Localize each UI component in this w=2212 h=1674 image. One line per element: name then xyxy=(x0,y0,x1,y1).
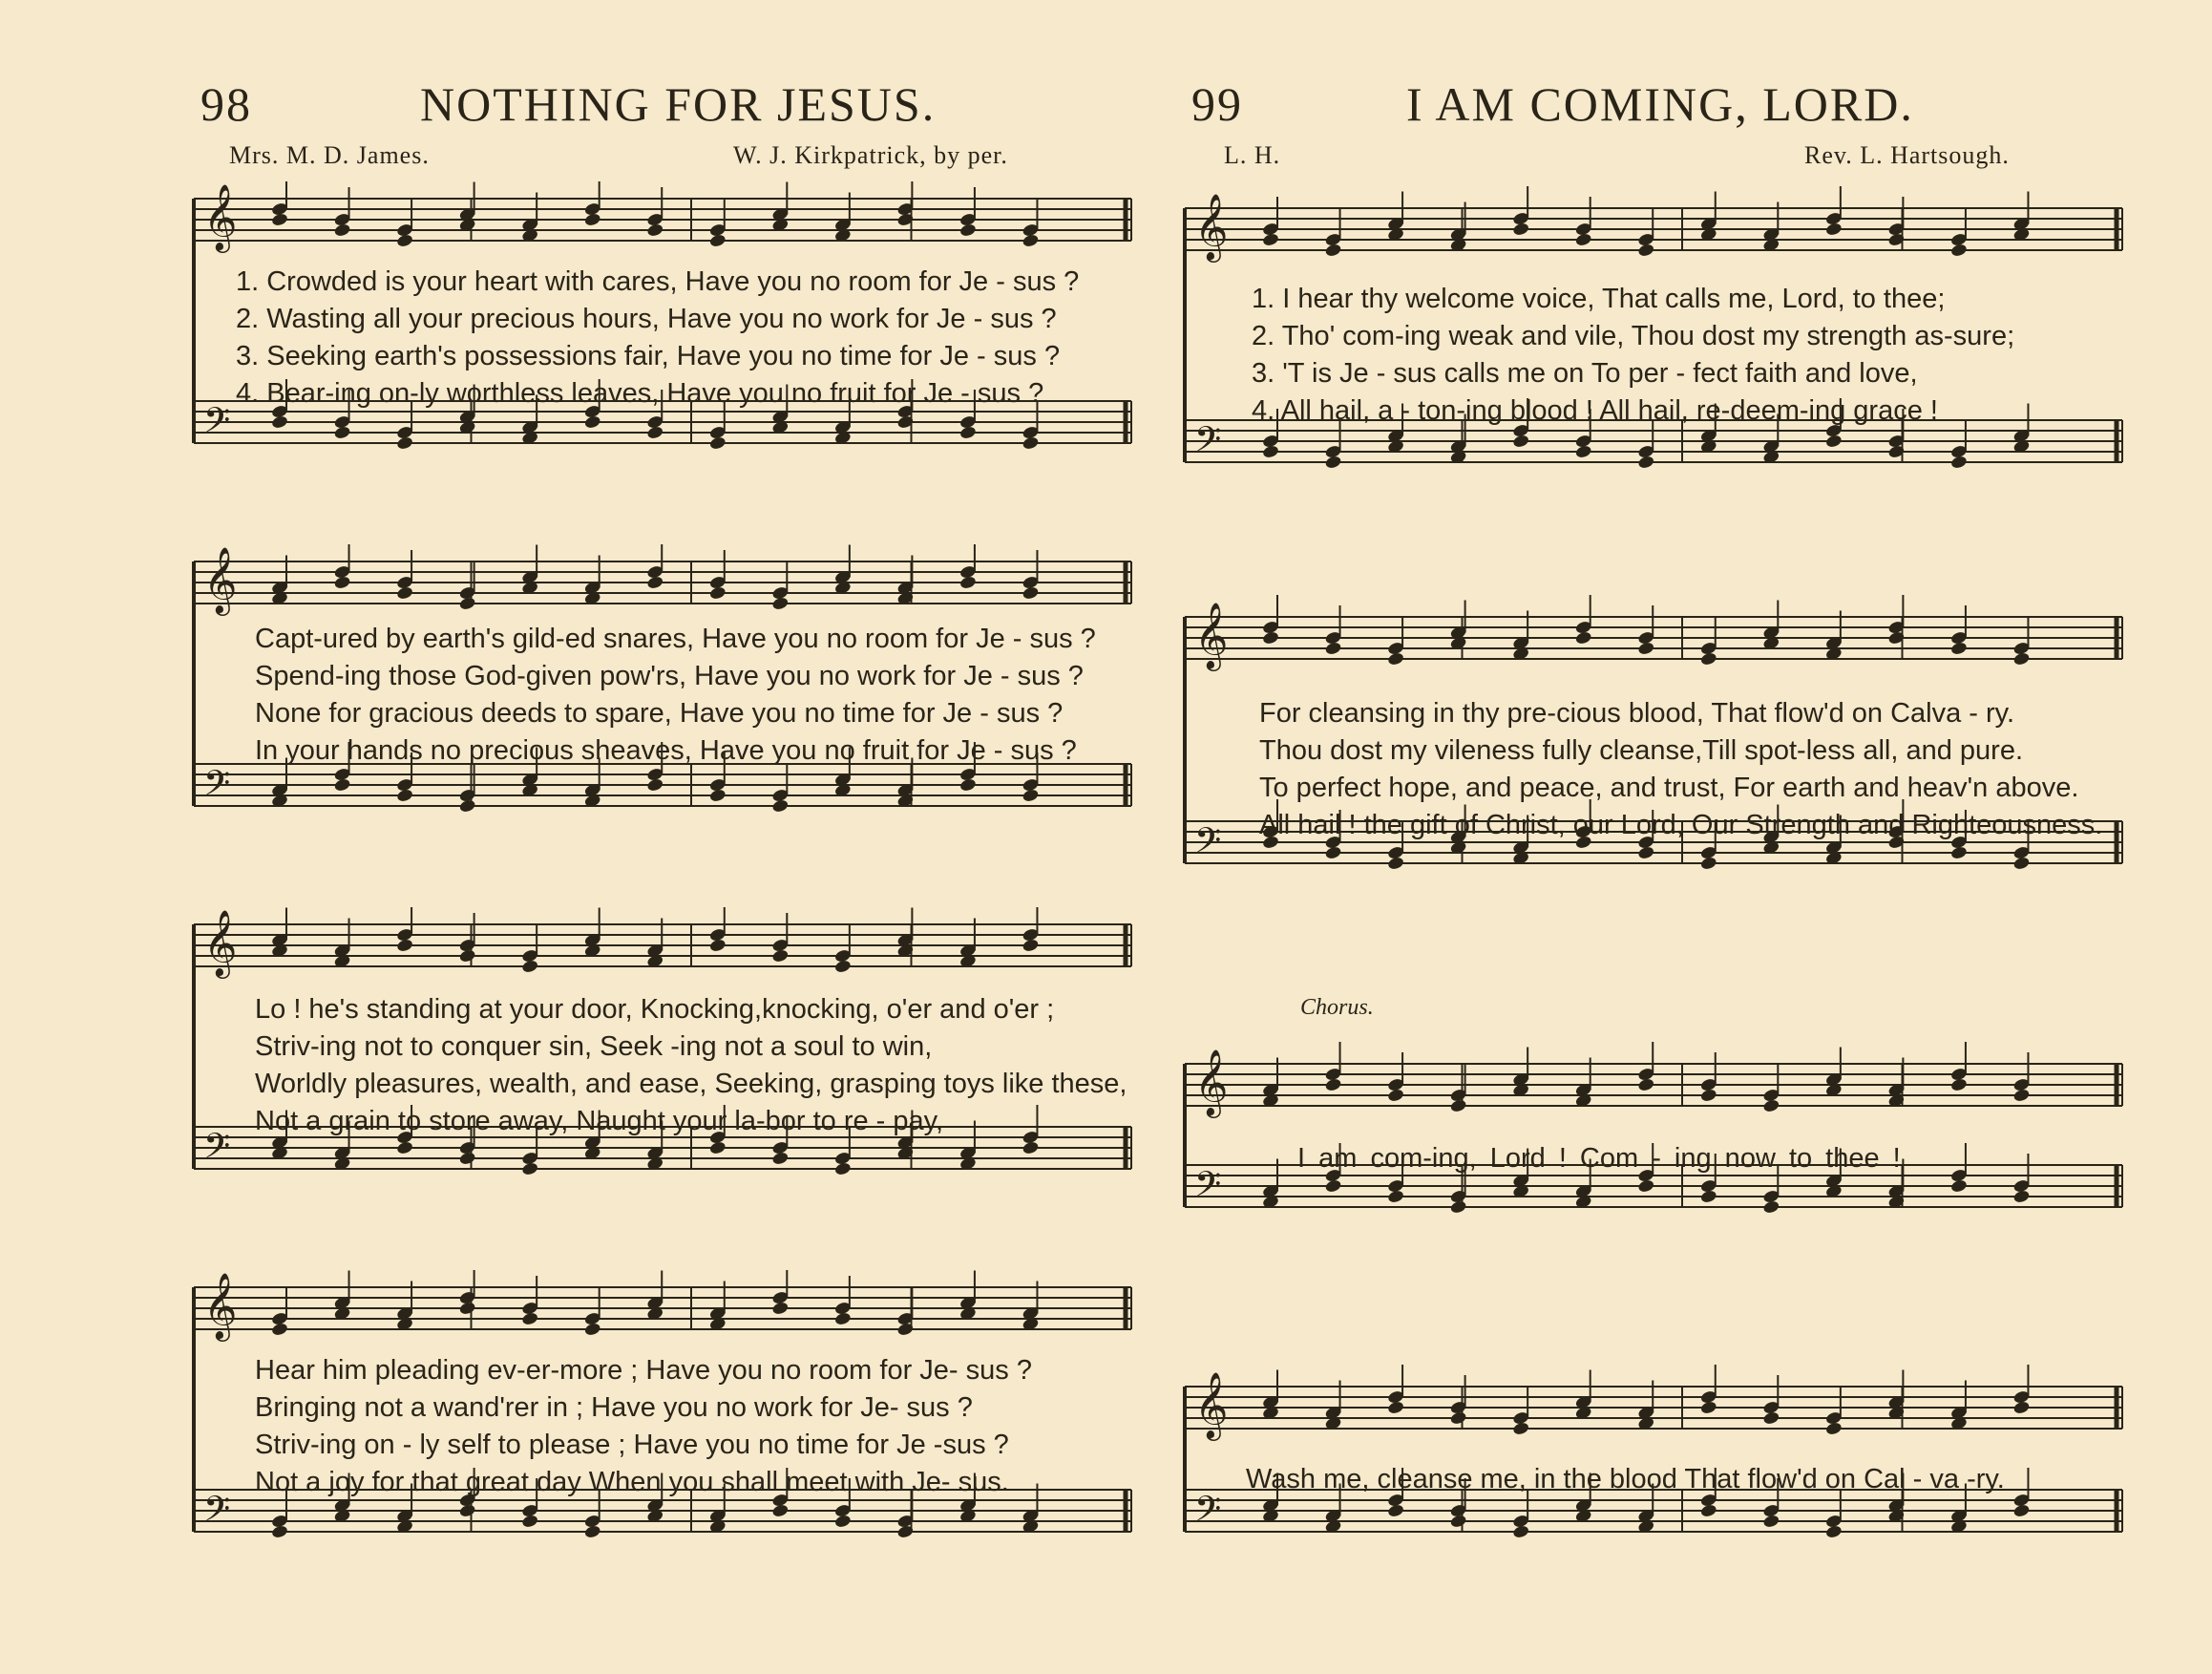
note-head xyxy=(2012,856,2031,871)
verse-line: 3. 'T is Je - sus calls me on To per - fect faith and love, xyxy=(1252,358,1918,389)
note-head xyxy=(396,585,414,601)
note-head xyxy=(1022,938,1040,953)
note-head xyxy=(583,1322,601,1337)
note-head xyxy=(771,948,790,964)
note-head xyxy=(1824,434,1843,449)
note-head xyxy=(708,1140,727,1155)
note-head xyxy=(396,788,414,803)
verse-line: Striv-ing on - ly self to please ; Have you no time for Je -sus ? xyxy=(255,1430,1009,1460)
note-head xyxy=(1449,1514,1467,1529)
note-head xyxy=(583,212,601,227)
note-head xyxy=(333,425,351,440)
bass-clef: 𝄢 xyxy=(1194,1164,1222,1214)
note-head xyxy=(1324,1178,1342,1194)
treble-clef: 𝄞 xyxy=(1194,1371,1229,1439)
verse-line: 1. I hear thy welcome voice, That calls me, Lord, to thee; xyxy=(1252,284,1946,314)
note-head xyxy=(708,938,727,953)
note-head xyxy=(2012,1400,2031,1415)
verse-line: 2. Tho' com-ing weak and vile, Thou dost my strength as-sure; xyxy=(1252,321,2015,351)
right-system-2 xyxy=(1177,583,2132,945)
note-head xyxy=(771,1301,790,1316)
note-head xyxy=(396,938,414,953)
note-head xyxy=(1387,651,1405,667)
note-head xyxy=(1324,1077,1342,1092)
left-hymn-number: 98 xyxy=(200,77,252,131)
note-head xyxy=(1022,233,1040,248)
note-head xyxy=(1950,243,1969,258)
note-head xyxy=(833,1514,852,1529)
note-head xyxy=(521,959,539,974)
note-head xyxy=(1449,1410,1467,1426)
left-hymn-header xyxy=(200,76,1155,143)
right-system-3 xyxy=(1177,1031,2132,1289)
note-head xyxy=(521,1311,539,1326)
verse-line: Capt-ured by earth's gild-ed snares, Have you no room for Je - sus ? xyxy=(255,624,1096,654)
verse-line: Lo ! he's standing at your door, Knocking,knocking, o'er and o'er ; xyxy=(255,994,1055,1025)
note-head xyxy=(1022,788,1040,803)
chorus-line: I am com-ing, Lord ! Com - ing now to thee ! xyxy=(1297,1143,1901,1174)
left-system-2 xyxy=(186,544,1141,879)
note-head xyxy=(1762,1098,1780,1113)
verse-line: Not a joy for that great day When you shall meet with Je- sus. xyxy=(255,1467,1009,1497)
note-head xyxy=(708,233,727,248)
note-head xyxy=(708,788,727,803)
note-head xyxy=(1449,1199,1467,1215)
note-head xyxy=(1574,630,1592,646)
note-head xyxy=(1762,1514,1780,1529)
note-head xyxy=(2012,1503,2031,1518)
bass-clef: 𝄢 xyxy=(203,1489,231,1538)
note-head xyxy=(1512,1524,1530,1539)
note-head xyxy=(1699,1400,1717,1415)
chorus-label: Chorus. xyxy=(1300,995,1374,1020)
verse-line: 2. Wasting all your precious hours, Have you no work for Je - sus ? xyxy=(236,304,1057,334)
verse-line: 3. Seeking earth's possessions fair, Have you no time for Je - sus ? xyxy=(236,341,1061,371)
note-head xyxy=(1512,222,1530,237)
note-head xyxy=(833,959,852,974)
note-head xyxy=(1022,585,1040,601)
right-system-4 xyxy=(1177,1356,2132,1642)
verse-line: Hear him pleading ev-er-more ; Have you no room for Je- sus ? xyxy=(255,1355,1032,1386)
bass-clef: 𝄢 xyxy=(1194,1489,1222,1538)
note-head xyxy=(521,1514,539,1529)
left-lyricist: Mrs. M. D. James. xyxy=(229,141,430,169)
note-head xyxy=(1512,1421,1530,1436)
note-head xyxy=(771,596,790,611)
note-head xyxy=(1699,1503,1717,1518)
note-head xyxy=(458,1503,476,1518)
right-hymn-number: 99 xyxy=(1191,77,1243,131)
verse-line: To perfect hope, and peace, and trust, For earth and heav'n above. xyxy=(1259,773,2079,803)
note-head xyxy=(396,1140,414,1155)
note-head xyxy=(1387,1503,1405,1518)
note-head xyxy=(1574,232,1592,247)
note-head xyxy=(1950,1077,1969,1092)
bass-clef: 𝄢 xyxy=(203,1126,231,1176)
note-head xyxy=(1637,243,1655,258)
verse-line: Thou dost my vileness fully cleanse,Till spot-less all, and pure. xyxy=(1259,735,2024,766)
note-head xyxy=(833,1161,852,1176)
note-head xyxy=(1387,856,1405,871)
note-head xyxy=(1699,1189,1717,1204)
note-head xyxy=(396,435,414,451)
bass-clef: 𝄢 xyxy=(1194,820,1222,870)
note-head xyxy=(1512,434,1530,449)
note-head xyxy=(646,777,664,793)
note-head xyxy=(458,798,476,814)
note-head xyxy=(1950,455,1969,470)
verse-line: All hail ! the gift of Christ, our Lord, Our Strength and Righteousness. xyxy=(1259,810,2103,840)
treble-clef: 𝄞 xyxy=(203,909,238,977)
note-head xyxy=(583,1524,601,1539)
note-head xyxy=(1262,444,1280,459)
note-head xyxy=(959,777,978,793)
note-head xyxy=(1324,641,1342,656)
note-head xyxy=(271,1322,289,1337)
note-head xyxy=(1387,1088,1405,1103)
note-head xyxy=(1762,1199,1780,1215)
treble-clef: 𝄞 xyxy=(203,183,238,251)
note-head xyxy=(1824,1524,1843,1539)
verse-line: None for gracious deeds to spare, Have you no time for Je - sus ? xyxy=(255,698,1064,729)
note-head xyxy=(1699,856,1717,871)
note-head xyxy=(1387,1189,1405,1204)
bass-clef: 𝄢 xyxy=(1194,419,1222,469)
note-head xyxy=(458,1151,476,1166)
left-hymn-title: NOTHING FOR JESUS. xyxy=(420,77,937,131)
note-head xyxy=(708,585,727,601)
note-head xyxy=(458,948,476,964)
note-head xyxy=(708,435,727,451)
bass-clef: 𝄢 xyxy=(203,400,231,450)
verse-line: In your hands no precious sheaves, Have you no fruit for Je - sus ? xyxy=(255,735,1077,766)
note-head xyxy=(583,414,601,430)
right-hymn-title: I AM COMING, LORD. xyxy=(1406,77,1914,131)
note-head xyxy=(771,1503,790,1518)
note-head xyxy=(271,212,289,227)
note-head xyxy=(271,1524,289,1539)
note-head xyxy=(271,414,289,430)
left-system-3 xyxy=(186,907,1141,1241)
left-composer: W. J. Kirkpatrick, by per. xyxy=(733,141,1008,169)
note-head xyxy=(1262,232,1280,247)
note-head xyxy=(1637,845,1655,860)
verse-line: 1. Crowded is your heart with cares, Have you no room for Je - sus ? xyxy=(236,266,1080,297)
verse-line: 4. All hail, a - ton-ing blood ! All hail, re-deem-ing grace ! xyxy=(1252,395,1938,426)
note-head xyxy=(1324,243,1342,258)
treble-clef: 𝄞 xyxy=(1194,602,1229,669)
note-head xyxy=(959,575,978,590)
verse-line: 4. Bear-ing on-ly worthless leaves, Have you no fruit for Je - sus ? xyxy=(236,378,1044,409)
left-system-1 xyxy=(186,181,1141,516)
note-head xyxy=(1324,455,1342,470)
note-head xyxy=(959,222,978,238)
bass-clef: 𝄢 xyxy=(203,763,231,813)
note-head xyxy=(1574,444,1592,459)
verse-line: Striv-ing not to conquer sin, Seek -ing not a soul to win, xyxy=(255,1031,933,1062)
right-lyricist: L. H. xyxy=(1224,141,1281,169)
verse-line: Worldly pleasures, wealth, and ease, Seeking, grasping toys like these, xyxy=(255,1069,1127,1099)
note-head xyxy=(458,596,476,611)
note-head xyxy=(1699,651,1717,667)
note-head xyxy=(1262,630,1280,646)
left-system-4 xyxy=(186,1270,1141,1604)
note-head xyxy=(333,222,351,238)
note-head xyxy=(1637,1178,1655,1194)
verse-line: Not a grain to store away, Naught your la-bor to re - pay, xyxy=(255,1106,944,1136)
note-head xyxy=(1699,1088,1717,1103)
note-head xyxy=(1637,1077,1655,1092)
note-head xyxy=(1637,641,1655,656)
note-head xyxy=(333,575,351,590)
note-head xyxy=(646,425,664,440)
treble-clef: 𝄞 xyxy=(1194,1049,1229,1116)
note-head xyxy=(1022,1140,1040,1155)
verse-line: Bringing not a wand'rer in ; Have you no work for Je- sus ? xyxy=(255,1392,973,1423)
right-composer: Rev. L. Hartsough. xyxy=(1804,141,2010,169)
verse-line: Spend-ing those God-given pow'rs, Have you no work for Je - sus ? xyxy=(255,661,1084,691)
note-head xyxy=(1022,435,1040,451)
note-head xyxy=(2012,1189,2031,1204)
note-head xyxy=(1762,1410,1780,1426)
note-head xyxy=(1824,222,1843,237)
music-staves xyxy=(1177,1356,2132,1642)
note-head xyxy=(833,1311,852,1326)
treble-clef: 𝄞 xyxy=(203,546,238,614)
note-head xyxy=(458,1301,476,1316)
note-head xyxy=(1950,845,1969,860)
note-head xyxy=(1950,1178,1969,1194)
note-head xyxy=(333,777,351,793)
note-head xyxy=(1449,1098,1467,1113)
note-head xyxy=(1324,845,1342,860)
note-head xyxy=(521,1161,539,1176)
note-head xyxy=(2012,651,2031,667)
note-head xyxy=(771,1151,790,1166)
note-head xyxy=(1387,1400,1405,1415)
note-head xyxy=(1950,641,1969,656)
right-system-1 xyxy=(1177,181,2132,544)
note-head xyxy=(646,222,664,238)
note-head xyxy=(1824,1421,1843,1436)
right-hymn-header xyxy=(1191,76,2146,143)
note-head xyxy=(396,233,414,248)
treble-clef: 𝄞 xyxy=(203,1272,238,1340)
note-head xyxy=(2012,1088,2031,1103)
note-head xyxy=(1637,455,1655,470)
note-head xyxy=(771,798,790,814)
chorus-line: Wash me, cleanse me, in the blood That flow'd on Cal - va -ry. xyxy=(1246,1464,2005,1494)
note-head xyxy=(646,575,664,590)
treble-clef: 𝄞 xyxy=(1194,193,1229,261)
note-head xyxy=(959,425,978,440)
verse-line: For cleansing in thy pre-cious blood, That flow'd on Calva - ry. xyxy=(1259,698,2015,729)
